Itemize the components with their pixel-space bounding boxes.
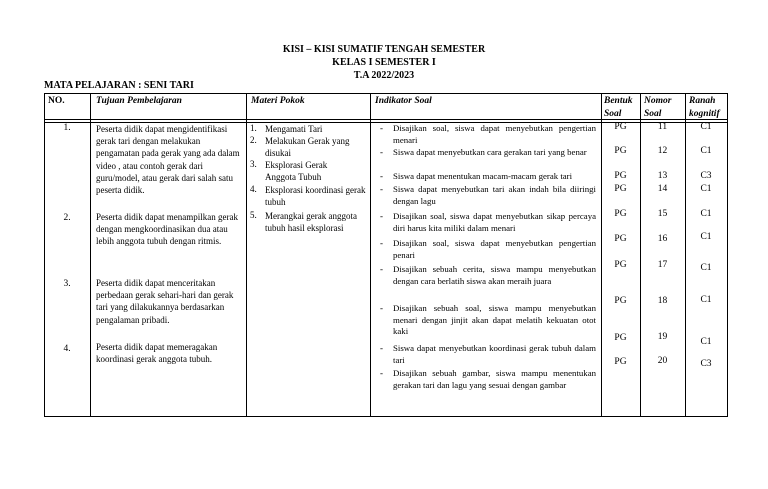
header-ranah-line2: kognitif (689, 109, 720, 119)
ranah-kognitif: C1 (700, 184, 712, 194)
objective-text: Peserta didik dapat menampilkan gerak dengan mengkoordinasikan dua atau lebih anggota tubuh dengan ritmis. (96, 212, 238, 247)
indicator-text: Disajikan sebuah cerita, siswa mampu menyebutkan dengan cara berlatih siswa akan meraih juara (393, 264, 596, 286)
header-bentuk-line1: Bentuk (604, 96, 633, 106)
indicator-text: Siswa dapat menyebutkan koordinasi gerak tubuh dalam tari (393, 343, 596, 365)
ranah-kognitif: C1 (700, 295, 712, 305)
ranah-kognitif: C1 (700, 122, 712, 132)
indicator-text: Disajikan soal, siswa dapat menyebutkan pengertian menari (393, 123, 596, 145)
indicator-dash: - (380, 343, 383, 353)
indicator-text: Disajikan sebuah soal, siswa mampu menyebutkan menari dengan jinjit akan dapat melatih kekuatan otot kaki (393, 303, 596, 336)
bentuk-soal: PG (614, 122, 627, 132)
indicator-dash: - (380, 211, 383, 221)
bentuk-soal: PG (614, 333, 627, 343)
bentuk-soal: PG (614, 184, 627, 194)
objective-text: Peserta didik dapat mengidentifikasi gerak tari dengan melakukan pengamatan pada gerak yang ada dalam video , atau contoh gerak dari guru/model, atau gerak dari salah satu peserta didik. (96, 124, 240, 196)
material-number: 1. (250, 123, 257, 133)
indicator-text: Disajikan sebuah gambar, siswa mampu menentukan gerakan tari dan lagu yang sesuai dengan gambar (393, 368, 596, 390)
indicator-dash: - (380, 184, 383, 194)
indicator-dash: - (380, 264, 383, 274)
header-no: NO. (48, 96, 65, 106)
nomor-soal: 15 (657, 209, 668, 219)
objective-number: 2. (63, 213, 71, 223)
material-item: Eksplorasi koordinasi gerak tubuh (265, 185, 366, 207)
doc-subtitle-class: KELAS I SEMESTER I (332, 57, 436, 68)
ranah-kognitif: C1 (700, 263, 712, 273)
objective-number: 4. (63, 344, 71, 354)
header-nomor (644, 95, 671, 121)
bentuk-soal: PG (614, 357, 627, 367)
indicator-dash: - (380, 303, 383, 313)
indicator-dash: - (380, 171, 383, 181)
header-nomor-line1: Nomor (644, 96, 672, 106)
material-item: Merangkai gerak anggota tubuh hasil eksplorasi (265, 211, 357, 233)
header-bentuk-line2: Soal (604, 109, 622, 119)
nomor-soal: 18 (657, 296, 668, 306)
material-item: Melakukan Gerak yang disukai (265, 136, 350, 158)
ranah-kognitif: C1 (700, 146, 712, 156)
indicator-text: Disajikan soal, siswa dapat menyebutkan sikap percaya diri harus kita miliki dalam menari (393, 211, 596, 233)
bentuk-soal: PG (614, 146, 627, 156)
nomor-soal: 17 (657, 260, 668, 270)
nomor-soal: 11 (657, 122, 668, 132)
header-indikator: Indikator Soal (375, 96, 432, 106)
material-number: 5. (250, 210, 257, 220)
material-item: Mengamati Tari (265, 124, 323, 134)
indicator-dash: - (380, 147, 383, 157)
indicator-text: Disajikan soal, siswa dapat menyebutkan pengertian penari (393, 238, 596, 260)
material-number: 4. (250, 184, 257, 194)
objective-number: 1. (63, 123, 71, 133)
header-materi: Materi Pokok (251, 96, 305, 106)
indicator-dash: - (380, 238, 383, 248)
doc-subtitle-year: T.A 2022/2023 (353, 70, 415, 81)
ranah-kognitif: C3 (700, 171, 712, 181)
material-number: 2. (250, 135, 257, 145)
bentuk-soal: PG (614, 171, 627, 181)
header-ranah (689, 95, 720, 121)
bentuk-soal: PG (614, 260, 627, 270)
header-ranah-line1: Ranah (689, 96, 716, 106)
material-number: 3. (250, 159, 257, 169)
subject-label: MATA PELAJARAN : SENI TARI (44, 80, 194, 91)
ranah-kognitif: C1 (700, 337, 712, 347)
nomor-soal: 13 (657, 171, 668, 181)
header-nomor-line2: Soal (644, 109, 662, 119)
nomor-soal: 14 (657, 184, 668, 194)
doc-title: KISI – KISI SUMATIF TENGAH SEMESTER (282, 44, 486, 55)
ranah-kognitif: C1 (700, 232, 712, 242)
indicator-text: Siswa dapat menyebutkan cara gerakan tari yang benar (393, 147, 587, 157)
indicator-text: Siswa dapat menyebutkan tari akan indah bila diiringi dengan lagu (393, 184, 596, 206)
bentuk-soal: PG (614, 209, 627, 219)
objective-text: Peserta didik dapat memeragakan koordinasi gerak anggota tubuh. (96, 342, 218, 365)
nomor-soal: 16 (657, 234, 668, 244)
indicator-dash: - (380, 368, 383, 378)
objective-number: 3. (63, 279, 71, 289)
header-tujuan: Tujuan Pembelajaran (96, 96, 182, 106)
material-item: Eksplorasi Gerak Anggota Tubuh (265, 160, 328, 182)
objective-text: Peserta didik dapat menceritakan perbedaan gerak sehari-hari dan gerak tari yang dilakukannya berdasarkan pengalaman pribadi. (96, 278, 234, 325)
nomor-soal: 19 (657, 332, 668, 342)
bentuk-soal: PG (614, 296, 627, 306)
nomor-soal: 12 (657, 146, 668, 156)
bentuk-soal: PG (614, 234, 627, 244)
indicator-dash: - (380, 123, 383, 133)
header-bentuk (604, 95, 633, 121)
indicator-text: Siswa dapat menentukan macam-macam gerak tari (393, 171, 573, 181)
ranah-kognitif: C3 (700, 359, 712, 369)
nomor-soal: 20 (657, 356, 668, 366)
ranah-kognitif: C1 (700, 209, 712, 219)
